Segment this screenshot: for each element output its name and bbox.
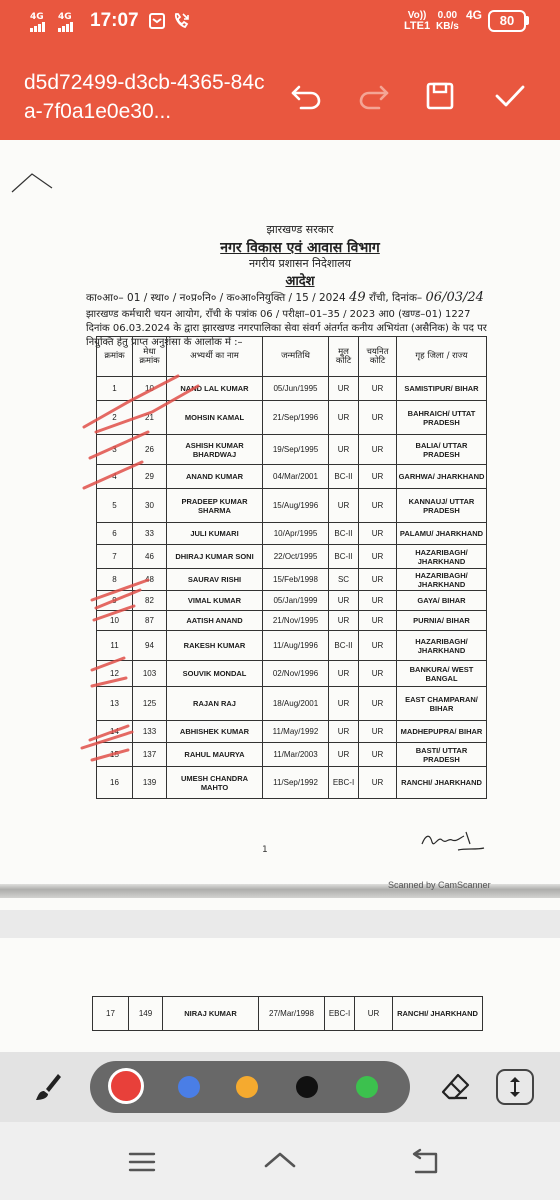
- category-cell: BC-II: [329, 465, 359, 489]
- selected-category-cell: UR: [359, 611, 397, 631]
- brush-icon[interactable]: [34, 1072, 62, 1102]
- battery-indicator: 80: [488, 10, 526, 32]
- name-cell: AATISH ANAND: [167, 611, 263, 631]
- dob-cell: 21/Nov/1995: [263, 611, 329, 631]
- merit-cell: 82: [133, 591, 167, 611]
- header-dob: जन्मतिथि: [263, 337, 329, 377]
- selected-category-cell: UR: [359, 377, 397, 401]
- merit-cell: 87: [133, 611, 167, 631]
- selected-category-cell: UR: [359, 591, 397, 611]
- category-cell: UR: [329, 687, 359, 721]
- merit-cell: 21: [133, 401, 167, 435]
- home-district-cell: PURNIA/ BIHAR: [397, 611, 487, 631]
- confirm-button[interactable]: [492, 78, 528, 114]
- color-swatch-1[interactable]: [108, 1068, 144, 1104]
- name-cell: SAURAV RISHI: [167, 569, 263, 591]
- annotation-stroke-10: [92, 678, 126, 686]
- category-cell: EBC-I: [325, 997, 355, 1031]
- annotation-stroke-9: [92, 658, 124, 670]
- header-category: मूल कोटि: [329, 337, 359, 377]
- category-cell: UR: [329, 435, 359, 465]
- merit-cell: 94: [133, 631, 167, 661]
- page-number: 1: [262, 845, 268, 855]
- signal-bars-icon: [58, 22, 74, 32]
- color-palette: [90, 1061, 410, 1113]
- lte-label: LTE1: [404, 20, 431, 32]
- signal-bars-icon: [30, 22, 46, 32]
- category-cell: UR: [329, 489, 359, 523]
- category-cell: UR: [329, 721, 359, 743]
- home-district-cell: KANNAUJ/ UTTAR PRADESH: [397, 489, 487, 523]
- dob-cell: 05/Jan/1999: [263, 591, 329, 611]
- dob-cell: 04/Mar/2001: [263, 465, 329, 489]
- merit-cell: 10: [133, 377, 167, 401]
- signal-type-1: 4G: [30, 12, 44, 22]
- place-date-label: राँची, दिनांक–: [368, 292, 423, 304]
- home-district-cell: BANKURA/ WEST BANGAL: [397, 661, 487, 687]
- battery-tip: [526, 16, 529, 25]
- status-bar: [0, 0, 560, 46]
- dob-cell: 21/Sep/1996: [263, 401, 329, 435]
- dob-cell: 10/Apr/1995: [263, 523, 329, 545]
- home-district-cell: HAZARIBAGH/ JHARKHAND: [397, 631, 487, 661]
- annotation-stroke-13: [92, 750, 128, 760]
- dob-cell: 11/May/1992: [263, 721, 329, 743]
- name-cell: SOUVIK MONDAL: [167, 661, 263, 687]
- dob-cell: 05/Jun/1995: [263, 377, 329, 401]
- document-page-1[interactable]: [0, 140, 560, 910]
- category-cell: BC-II: [329, 523, 359, 545]
- govt-name: झारखण्ड सरकार: [266, 223, 334, 236]
- name-cell: ASHISH KUMAR BHARDWAJ: [167, 435, 263, 465]
- merit-cell: 103: [133, 661, 167, 687]
- speed-unit: KB/s: [436, 21, 459, 32]
- home-district-cell: BASTI/ UTTAR PRADESH: [397, 743, 487, 767]
- dob-cell: 22/Oct/1995: [263, 545, 329, 569]
- merit-cell: 26: [133, 435, 167, 465]
- save-button[interactable]: [422, 78, 458, 114]
- merit-cell: 48: [133, 569, 167, 591]
- header-name: अभ्यर्थी का नाम: [167, 337, 263, 377]
- name-cell: RAJAN RAJ: [167, 687, 263, 721]
- selected-category-cell: UR: [359, 489, 397, 523]
- undo-icon: [289, 81, 323, 111]
- candidate-table-continued: [92, 996, 483, 1031]
- home-district-cell: GARHWA/ JHARKHAND: [397, 465, 487, 489]
- dob-cell: 11/Mar/2003: [263, 743, 329, 767]
- fit-page-button[interactable]: [496, 1069, 534, 1105]
- save-icon: [425, 81, 455, 111]
- clock: 17:07: [90, 10, 139, 31]
- dob-cell: 11/Sep/1992: [263, 767, 329, 799]
- color-swatch-3[interactable]: [236, 1076, 258, 1098]
- home-district-cell: EAST CHAMPARAN/ BIHAR: [397, 687, 487, 721]
- signature-icon: [418, 828, 488, 856]
- name-cell: ABHISHEK KUMAR: [167, 721, 263, 743]
- header-merit: मेधा क्रमांक: [133, 337, 167, 377]
- home-district-cell: MADHEPUPRA/ BIHAR: [397, 721, 487, 743]
- merit-cell: 46: [133, 545, 167, 569]
- merit-cell: 139: [133, 767, 167, 799]
- selected-category-cell: UR: [359, 465, 397, 489]
- selected-category-cell: UR: [359, 545, 397, 569]
- category-cell: UR: [329, 611, 359, 631]
- category-cell: UR: [329, 591, 359, 611]
- selected-category-cell: UR: [359, 401, 397, 435]
- header-serial: क्रमांक: [97, 337, 133, 377]
- network-speed: [436, 10, 459, 32]
- directorate-name: नगरीय प्रशासन निदेशालय: [248, 257, 352, 270]
- selected-category-cell: UR: [359, 631, 397, 661]
- name-cell: UMESH CHANDRA MAHTO: [167, 767, 263, 799]
- serial-cell: 4: [97, 465, 133, 489]
- header-home-district: गृह जिला / राज्य: [397, 337, 487, 377]
- drawing-toolbar: [0, 1052, 560, 1122]
- recent-apps-icon[interactable]: [122, 1146, 162, 1178]
- dob-cell: 15/Feb/1998: [263, 569, 329, 591]
- category-cell: UR: [329, 401, 359, 435]
- serial-cell: 1: [97, 377, 133, 401]
- name-cell: NAND LAL KUMAR: [167, 377, 263, 401]
- merit-cell: 133: [133, 721, 167, 743]
- serial-cell: 2: [97, 401, 133, 435]
- annotation-stroke-4: [90, 432, 148, 458]
- red-annotation-strokes: [0, 140, 560, 910]
- order-paragraph: झारखण्ड कर्मचारी चयन आयोग, राँची के पत्रांक 06 / परीक्षा–01–35 / 2023 आ0 (खण्ड–01) 1227 दिनांक 06.03.2024 के द्वारा झारखण्ड नगरपालिका सेवा संवर्ग अंतर्गत कनीय अभियंता (असैनिक) के पद पर नियुक्ति हेतु प्राप्त अनुशंसा के आलोक में :–: [86, 309, 487, 348]
- redo-button[interactable]: [356, 78, 392, 114]
- order-heading: आदेश: [285, 274, 315, 289]
- reference-text: का०आ०– 01 / स्था० / न०प्र०नि० / क०आ०नियुक्ति / 15 / 2024: [86, 292, 346, 304]
- annotation-stroke-3: [128, 376, 178, 402]
- merit-cell: 29: [133, 465, 167, 489]
- name-cell: VIMAL KUMAR: [167, 591, 263, 611]
- volte-indicator: [404, 10, 430, 32]
- selected-category-cell: UR: [355, 997, 393, 1031]
- reference-date: 06/03/24: [425, 290, 484, 305]
- selected-category-cell: UR: [359, 435, 397, 465]
- volte-label: Vo)): [407, 10, 427, 21]
- selected-category-cell: UR: [359, 721, 397, 743]
- department-name: नगर विकास एवं आवास विभाग: [220, 240, 380, 256]
- home-district-cell: RANCHI/ JHARKHAND: [397, 767, 487, 799]
- selected-category-cell: UR: [359, 687, 397, 721]
- reference-number: 49: [349, 290, 366, 305]
- serial-cell: 13: [97, 687, 133, 721]
- serial-cell: 17: [93, 997, 129, 1031]
- serial-cell: 8: [97, 569, 133, 591]
- page-gap: [0, 910, 560, 938]
- gallery-notification-icon: [148, 12, 166, 30]
- home-district-cell: SAMISTIPUR/ BIHAR: [397, 377, 487, 401]
- document-page-2[interactable]: [0, 938, 560, 1058]
- eraser-icon[interactable]: [440, 1072, 470, 1102]
- dob-cell: 18/Aug/2001: [263, 687, 329, 721]
- category-cell: BC-II: [329, 631, 359, 661]
- check-icon: [494, 82, 526, 110]
- merit-cell: 30: [133, 489, 167, 523]
- selected-category-cell: UR: [359, 523, 397, 545]
- dob-cell: 02/Nov/1996: [263, 661, 329, 687]
- signal-sim1: [30, 12, 46, 32]
- signal-type-2: 4G: [58, 12, 72, 22]
- serial-cell: 9: [97, 591, 133, 611]
- dob-cell: 11/Aug/1996: [263, 631, 329, 661]
- category-cell: SC: [329, 569, 359, 591]
- merit-cell: 33: [133, 523, 167, 545]
- name-cell: DHIRAJ KUMAR SONI: [167, 545, 263, 569]
- network-type: 4G: [466, 8, 483, 22]
- category-cell: EBC-I: [329, 767, 359, 799]
- annotation-stroke-5: [84, 462, 142, 488]
- selected-category-cell: UR: [359, 767, 397, 799]
- home-district-cell: PALAMU/ JHARKHAND: [397, 523, 487, 545]
- serial-cell: 11: [97, 631, 133, 661]
- name-cell: PRADEEP KUMAR SHARMA: [167, 489, 263, 523]
- annotation-stroke-8: [94, 606, 134, 620]
- redo-icon: [357, 81, 391, 111]
- serial-cell: 12: [97, 661, 133, 687]
- document-title: d5d72499-d3cb-4365-84ca-7f0a1e0e30...: [24, 71, 265, 123]
- serial-cell: 16: [97, 767, 133, 799]
- category-cell: UR: [329, 377, 359, 401]
- signal-sim2: [58, 12, 74, 32]
- home-district-cell: BALIA/ UTTAR PRADESH: [397, 435, 487, 465]
- color-swatch-4[interactable]: [296, 1076, 318, 1098]
- dob-cell: 19/Sep/1995: [263, 435, 329, 465]
- navigation-bar: [0, 1122, 560, 1200]
- top-bar: [0, 0, 560, 140]
- color-swatch-2[interactable]: [178, 1076, 200, 1098]
- name-cell: RAKESH KUMAR: [167, 631, 263, 661]
- serial-cell: 15: [97, 743, 133, 767]
- selected-category-cell: UR: [359, 661, 397, 687]
- home-district-cell: HAZARIBAGH/ JHARKHAND: [397, 569, 487, 591]
- category-cell: BC-II: [329, 545, 359, 569]
- table-row: [93, 997, 483, 1031]
- merit-cell: 125: [133, 687, 167, 721]
- serial-cell: 6: [97, 523, 133, 545]
- category-cell: UR: [329, 743, 359, 767]
- dob-cell: 15/Aug/1996: [263, 489, 329, 523]
- back-icon[interactable]: [404, 1146, 444, 1178]
- selected-category-cell: UR: [359, 743, 397, 767]
- name-cell: JULI KUMARI: [167, 523, 263, 545]
- scanner-watermark: Scanned by CamScanner: [388, 880, 491, 890]
- serial-cell: 5: [97, 489, 133, 523]
- merit-cell: 137: [133, 743, 167, 767]
- home-district-cell: HAZARIBAGH/ JHARKHAND: [397, 545, 487, 569]
- home-icon[interactable]: [260, 1146, 300, 1178]
- speed-value: 0.00: [437, 10, 458, 21]
- missed-call-icon: [172, 12, 190, 30]
- serial-cell: 3: [97, 435, 133, 465]
- serial-cell: 10: [97, 611, 133, 631]
- color-swatch-5[interactable]: [356, 1076, 378, 1098]
- undo-button[interactable]: [288, 78, 324, 114]
- name-cell: MOHSIN KAMAL: [167, 401, 263, 435]
- home-district-cell: GAYA/ BIHAR: [397, 591, 487, 611]
- merit-cell: 149: [129, 997, 163, 1031]
- fit-page-icon: [498, 1071, 532, 1103]
- serial-cell: 7: [97, 545, 133, 569]
- name-cell: NIRAJ KUMAR: [163, 997, 259, 1031]
- name-cell: ANAND KUMAR: [167, 465, 263, 489]
- dob-cell: 27/Mar/1998: [259, 997, 325, 1031]
- serial-cell: 14: [97, 721, 133, 743]
- name-cell: RAHUL MAURYA: [167, 743, 263, 767]
- selected-category-cell: UR: [359, 569, 397, 591]
- header-selected-category: चयनित कोटि: [359, 337, 397, 377]
- category-cell: UR: [329, 661, 359, 687]
- home-district-cell: RANCHI/ JHARKHAND: [393, 997, 483, 1031]
- home-district-cell: BAHRAICH/ UTTAT PRADESH: [397, 401, 487, 435]
